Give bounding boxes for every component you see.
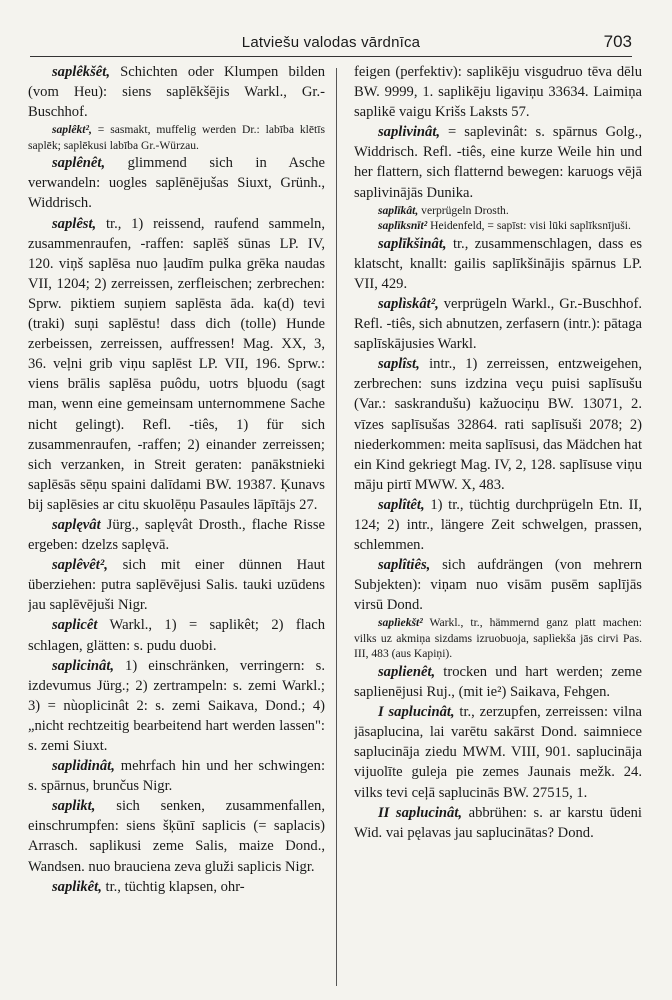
dictionary-entry [354,495,642,555]
entry-text: trocken und hart werden; zeme saplienējusi Ruj., (mit ie²) Saikava, Fehgen. [354,663,642,701]
entry-headword: saplìskât², [378,295,439,312]
entry-text: = saplevinât: s. spārnus Golg., Widdrisch. Refl. -tiês, eine kurze Weile hin und her flattern, sich flatternd bewegen: karuogs vējā saplivinājās Dunika. [354,124,642,201]
entry-headword: saplicêt [52,617,98,634]
entry-text: Jürg., saplęvât Drosth., flache Risse ergeben: dzelzs saplęvā. [28,516,325,554]
entry-headword: saplîtêt, [378,496,425,513]
entry-text: 1) tr., tüchtig durchprügeln Etn. II, 124; 2) intr., längere Zeit schwelgen, prassen, schlemmen. [354,496,642,554]
dictionary-entry [354,803,642,843]
dictionary-entry [354,122,642,202]
entry-text: verprügeln Warkl., Gr.-Buschhof. Refl. -tiês, sich abnutzen, zerfasern (intr.): pātaga saplīskājusies Warkl. [354,295,642,353]
dictionary-entry [28,214,325,515]
right-column [354,62,642,988]
entry-text: Schichten oder Klumpen bilden (vom Heu): siens saplēkšējis Warkl., Gr.-Buschhof. [28,64,325,121]
entry-text: Warkl., tr., hämmernd ganz platt machen: vilks uz akmiņa sizdams izruobuoja, saplìekša jās cirvi Pas. III, 483 (aus Kapiņi). [354,616,642,661]
dictionary-entry [354,662,642,702]
entry-text: tr., zerzupfen, zerreissen: vilna jāsaplucina, lai varētu sakārst Dond. saimniece saplucināja ziedu MWM. VIII, 901. saplucināja vijuolīte guleja pie zemes Jaunais mežk. 24. vilks tevi ceļā saplucinās BW. 27515, 1. [354,704,642,801]
dictionary-entry [354,555,642,615]
entry-text: tr., tüchtig klapsen, ohr- [101,878,245,895]
dictionary-entry [28,615,325,655]
dictionary-entry [28,877,325,897]
page-header [30,30,632,57]
dictionary-entry [354,354,642,495]
dictionary-entry [28,62,325,122]
entry-headword: saplienêt, [378,663,436,680]
entry-text: feigen (perfektiv): saplikēju visgudruo tēva dēlu BW. 9999, 1. saplikēju ligaviņu 33634. Laimiņa saplikē vaigu Krišs Laksts 57. [354,64,642,121]
dictionary-entry [354,294,642,354]
entry-headword: saplīksnīt² [378,219,428,233]
entry-headword: saplikêt, [52,878,102,895]
dictionary-entry [354,218,642,234]
entry-headword: saplìekšt² [378,616,423,630]
dictionary-entry [354,702,642,802]
entry-headword: saplidinât, [52,758,115,775]
entry-headword: saplivinât, [378,124,441,141]
entry-text: glimmend sich in Asche verwandeln: uogles saplēnējušas Siuxt, Grünh., Widdrisch. [28,155,325,212]
dictionary-entry [354,615,642,662]
entry-text: sich mit einer dünnen Haut überziehen: putra saplēvējusi Salis. tauki uzūdens jau saplēvējuši Nigr. [28,557,325,614]
entry-headword: saplīkât, [378,203,419,217]
dictionary-entry [28,515,325,555]
dictionary-entry [28,153,325,213]
entry-headword: saplêst, [52,215,97,232]
entry-headword: saplicinât, [52,657,115,674]
entry-text: sich aufdrängen (von mehrern Subjekten): viņam nuo visām pusēm saplījās virsū Dond. [354,557,642,614]
running-title: Latviešu valodas vārdnīca [241,34,421,51]
page-number: 703 [603,32,632,51]
dictionary-entry [354,62,642,122]
entry-headword: II saplucinât, [378,804,463,821]
entry-headword: saplīkšinât, [378,235,447,252]
dictionary-entry [354,203,642,219]
entry-headword: saplikt, [52,798,96,815]
dictionary-entry [28,555,325,615]
entry-headword: saplêvêt², [52,557,108,574]
entry-headword: saplênêt, [52,155,106,172]
left-column [28,62,325,988]
entry-headword: saplîtiês, [378,557,431,574]
dictionary-entry [354,234,642,294]
dictionary-entry [28,756,325,796]
entry-headword: I saplucinât, [378,704,455,721]
entry-text: abbrühen: s. ar karstu ūdeni Wid. vai pęlavas jau saplucinātas? Dond. [354,804,642,841]
column-divider [336,68,337,986]
entry-text: Warkl., 1) = saplikêt; 2) flach schlagen, glätten: s. pudu duobi. [28,617,325,654]
entry-headword: saplęvât [52,516,101,533]
entry-text: sich senken, zusammenfallen, einschrumpfen: siens šķūnī saplicis (= saplacis) Arrasch. saplikusi zeme Salis, maize Dond., Wandsen. nuo brauciena zeva gluži saplicis Nigr. [28,798,325,875]
dictionary-entry [28,122,325,153]
entry-headword: saplîst, [378,356,420,373]
dictionary-entry [28,796,325,876]
entry-text: mehrfach hin und her schwingen: s. spārnus, brunčus Nigr. [28,758,325,795]
entry-text: verprügeln Drosth. [418,203,509,217]
entry-text: tr., 1) reissend, raufend sammeln, zusammenraufen, -raffen: saplēš sūnas LP. IV, 120. viņš saplēsa nuo ļaudīm pulka grēka naudas VII, 1204; 2) zerreissen, zerfleischen; zerbrechen: Sprw. piktiem suņiem saplēsta āda. ka(d) tevi (traki) suņi saplēstu! dass dich (tolle) Hunde zerbeissen, zerreissen, auffressen! Mag. XX, 3, 36. veļni grib viņu saplēst LP. VII, 196. Sprw.: viens brālis saplēsa puôdu, uotrs bļuodu (sagt man, wenn eine gemeinsam unternommene Sache nicht gelingt). Refl. -tiês, 1) für sich zusammenraufen, -raffen; 2) einander zerreissen; sich verzanken, in Streit geraten: panākstnieki saplēsās sēņu spaini dalīdami BW. 19387. Ķunavs bij saplēsies ar citu skuolēņu Pasaules lāpītājs 27. [28,215,325,513]
dictionary-entry [28,656,325,756]
entry-headword: saplêkšêt, [52,64,110,80]
entry-text: Heidenfeld, = sapīst: visi lūki saplīksnījuši. [427,219,631,233]
entry-text: tr., zusammenschlagen, dass es klatscht, knallt: gailis saplīkšinājis spārnus LP. VII, 429. [354,235,642,292]
entry-text: 1) einschränken, verringern: s. izdevumus Jürg.; 2) zertrampeln: s. zemi Warkl.; 3) = nùoplicinât 2: s. zemi Saikava, Dond.; 4) „nicht rechtzeitig bearbeitend hart werden lassen": s. zemi Siuxt. [28,657,325,754]
entry-text: intr., 1) zerreissen, entzweigehen, zerbrechen: suns izdzina veçu puisi saplīsušu (Var.: saskrandušu) kažuociņu BW. 13071, 2. vīzes saplīsušas 32864. rati saplīsuši 2078; 2) niederkommen: meita saplīsusi, das Mädchen hat ein Kind gekriegt Mag. IV, 2, 128. saplīsuse viņu māju pirtī MWW. X, 483. [354,356,642,493]
entry-headword: saplêkt², [52,123,92,137]
entry-text: = sasmakt, muffelig werden Dr.: labība klētīs saplēk; saplēkusi labība Gr.-Würzau. [28,123,325,152]
